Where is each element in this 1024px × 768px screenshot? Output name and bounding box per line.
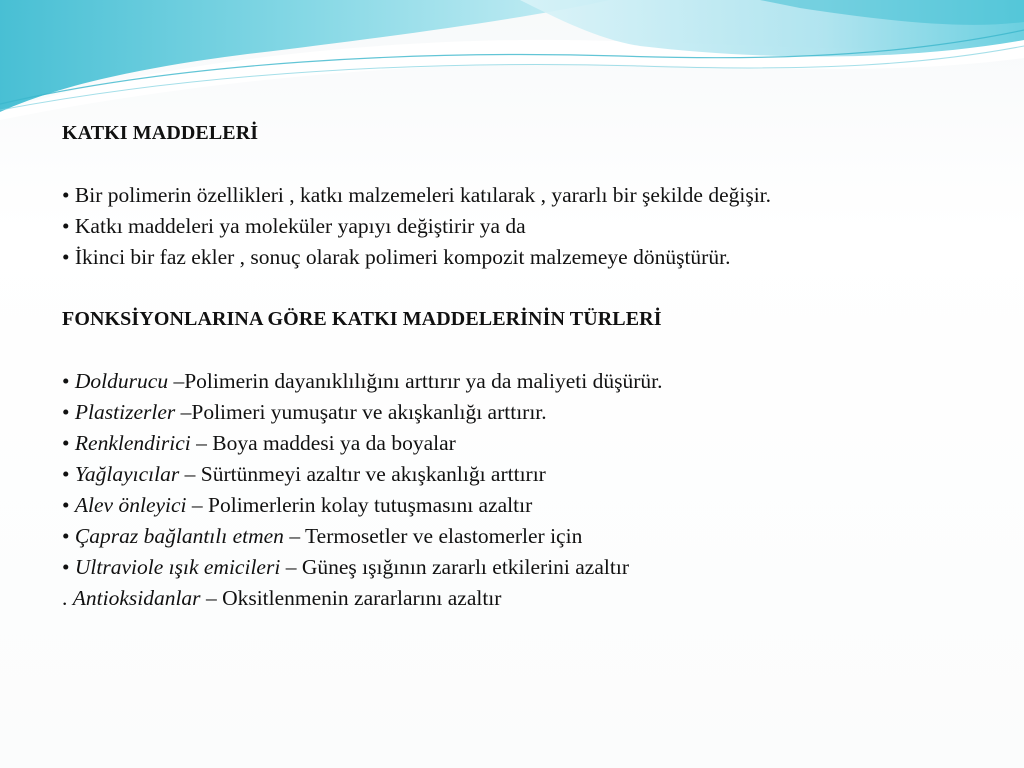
intro-item-3: • İkinci bir faz ekler , sonuç olarak polimeri kompozit malzemeye dönüştürür.	[62, 245, 731, 269]
intro-item-2: • Katkı maddeleri ya moleküler yapıyı değiştirir ya da	[62, 214, 526, 238]
type-desc: – Boya maddesi ya da boyalar	[190, 431, 456, 455]
bullet: •	[62, 524, 70, 548]
bullet: •	[62, 431, 70, 455]
bullet: •	[62, 400, 70, 424]
type-term: Yağlayıcılar	[74, 462, 180, 486]
type-term: Doldurucu	[74, 369, 169, 393]
type-desc: – Oksitlenmenin zararlarını azaltır	[200, 586, 502, 610]
type-desc: – Termosetler ve elastomerler için	[283, 524, 583, 548]
bullet: •	[62, 493, 70, 517]
type-desc: –Polimerin dayanıklılığını arttırır ya da maliyeti düşürür.	[168, 369, 663, 393]
type-term: Renklendirici	[74, 431, 191, 455]
type-term: Plastizerler	[74, 400, 176, 424]
type-item-capraz-baglantili	[62, 521, 1002, 552]
type-item-alev-onleyici	[62, 490, 1002, 521]
section-subtitle: FONKSİYONLARINA GÖRE KATKI MADDELERİNİN TÜRLERİ	[62, 308, 662, 330]
type-desc: – Sürtünmeyi azaltır ve akışkanlığı arttırır	[179, 462, 546, 486]
intro-item-1: • Bir polimerin özellikleri , katkı malzemeleri katılarak , yararlı bir şekilde değişir.	[62, 183, 772, 207]
type-item-antioksidanlar	[62, 583, 1002, 614]
type-term: Çapraz bağlantılı etmen	[74, 524, 284, 548]
type-item-renklendirici	[62, 428, 1002, 459]
slide-content	[62, 118, 1002, 614]
type-desc: –Polimeri yumuşatır ve akışkanlığı arttırır.	[175, 400, 547, 424]
bullet: •	[62, 462, 70, 486]
type-item-yaglayicilar	[62, 459, 1002, 490]
type-desc: – Polimerlerin kolay tutuşmasını azaltır	[186, 493, 533, 517]
wave-decoration	[0, 0, 1024, 130]
bullet: .	[62, 586, 68, 610]
type-desc: – Güneş ışığının zararlı etkilerini azaltır	[280, 555, 629, 579]
type-term: Antioksidanlar	[72, 586, 201, 610]
type-item-plastizerler	[62, 397, 1002, 428]
type-term: Alev önleyici	[74, 493, 187, 517]
type-item-ultraviole	[62, 552, 1002, 583]
bullet: •	[62, 555, 70, 579]
type-term: Ultraviole ışık emicileri	[74, 555, 281, 579]
slide-title: KATKI MADDELERİ	[62, 122, 259, 144]
type-item-doldurucu	[62, 366, 1002, 397]
bullet: •	[62, 369, 70, 393]
